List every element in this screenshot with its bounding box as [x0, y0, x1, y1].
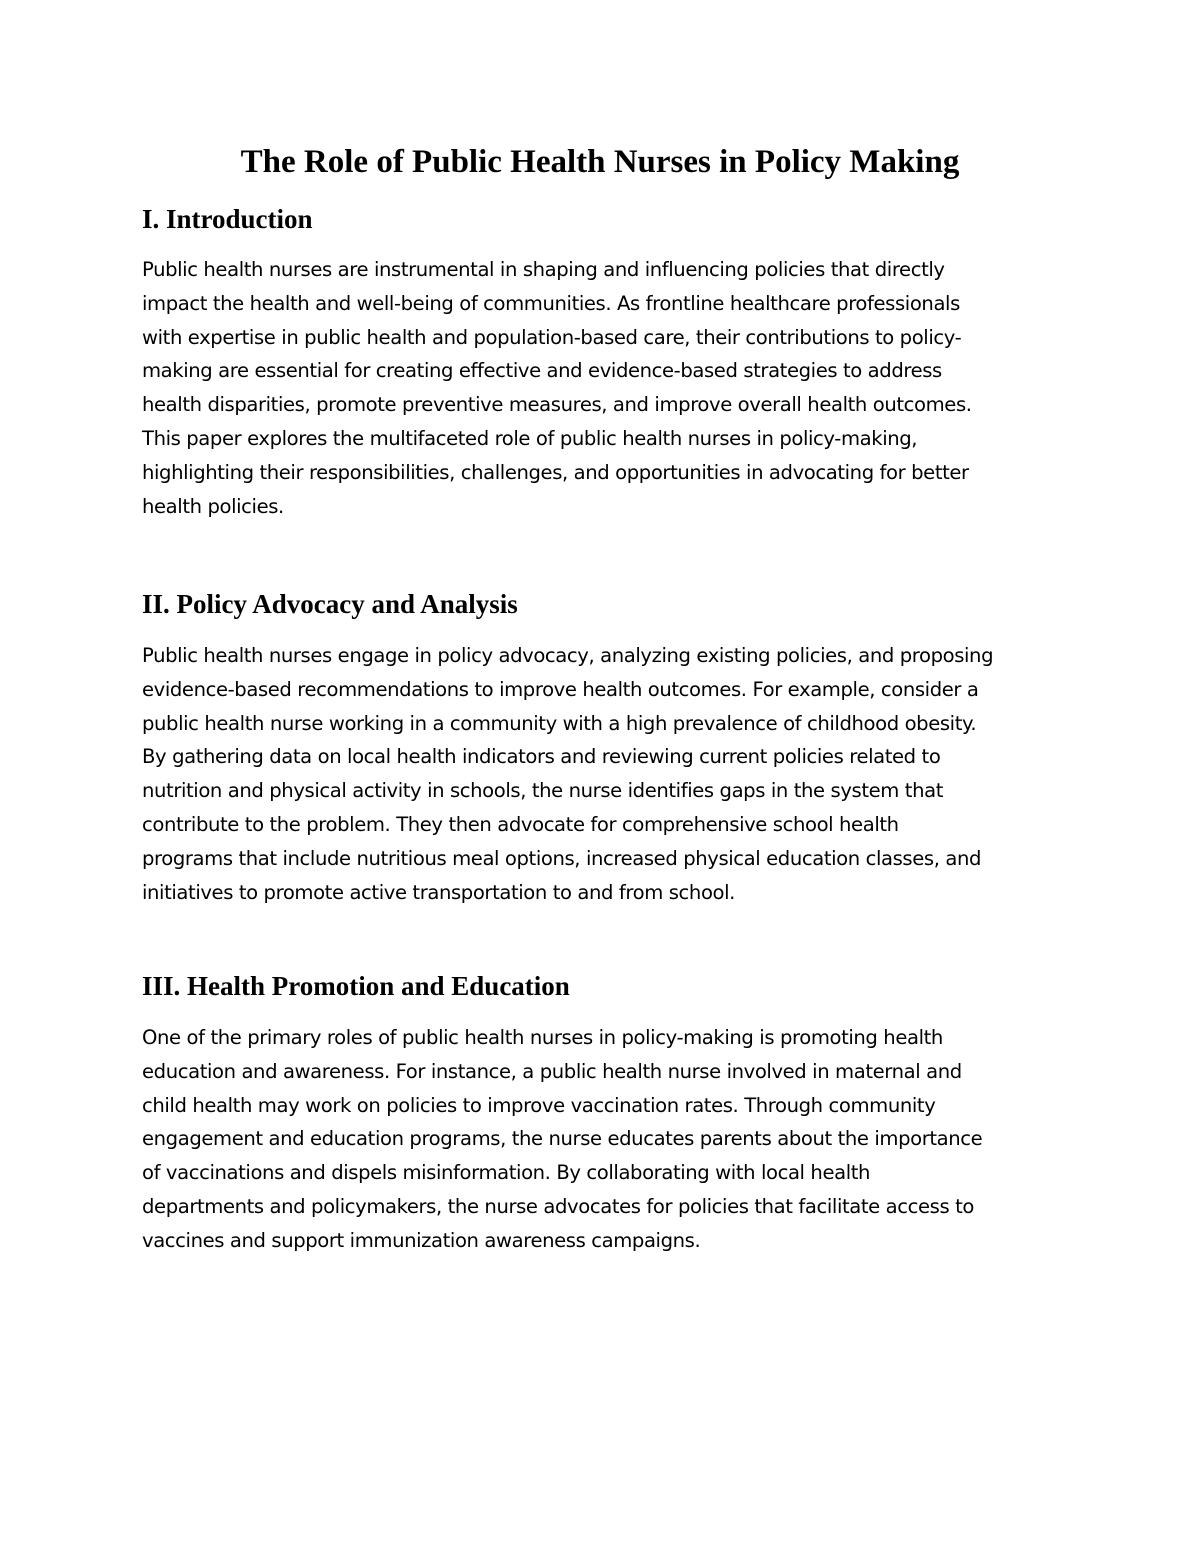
paragraph-line: By gathering data on local health indicators and reviewing current policies related to	[142, 745, 941, 769]
paragraph-health-promotion	[142, 1021, 1064, 1258]
paragraph-line: of vaccinations and dispels misinformation. By collaborating with local health	[142, 1161, 871, 1185]
paragraph-line: health policies.	[142, 494, 284, 518]
paragraph-line: contribute to the problem. They then advocate for comprehensive school health	[142, 812, 899, 836]
paragraph-line: Public health nurses engage in policy advocacy, analyzing existing policies, and proposing	[142, 644, 994, 667]
paragraph-line: child health may work on policies to improve vaccination rates. Through community	[142, 1093, 936, 1117]
paragraph-line: departments and policymakers, the nurse advocates for policies that facilitate access to	[142, 1194, 974, 1218]
paragraph-line: education and awareness. For instance, a public health nurse involved in maternal and	[142, 1059, 962, 1083]
paragraph-line: public health nurse working in a community with a high prevalence of childhood obesity.	[142, 711, 977, 735]
paragraph-line: highlighting their responsibilities, challenges, and opportunities in advocating for better	[142, 460, 969, 484]
paragraph-line: Public health nurses are instrumental in shaping and influencing policies that directly	[142, 258, 945, 281]
paragraph-line: engagement and education programs, the nurse educates parents about the importance	[142, 1127, 983, 1151]
paragraph-line: evidence-based recommendations to improve health outcomes. For example, consider a	[142, 677, 979, 701]
paragraph-line: nutrition and physical activity in schools, the nurse identifies gaps in the system that	[142, 779, 943, 803]
paragraph-line: One of the primary roles of public health nurses in policy-making is promoting health	[142, 1026, 943, 1049]
paragraph-introduction	[142, 253, 1064, 523]
document-title: The Role of Public Health Nurses in Policy Making	[240, 144, 960, 180]
paragraph-line: initiatives to promote active transportation to and from school.	[142, 880, 735, 904]
paragraph-line: This paper explores the multifaceted role of public health nurses in policy-making,	[142, 426, 918, 450]
paragraph-line: programs that include nutritious meal options, increased physical education classes, and	[142, 846, 982, 870]
paragraph-policy-advocacy	[142, 639, 1064, 909]
section-heading-introduction: I. Introduction	[142, 204, 313, 234]
paragraph-line: vaccines and support immunization awareness campaigns.	[142, 1228, 701, 1252]
section-heading-health-promotion: III. Health Promotion and Education	[142, 971, 570, 1001]
paragraph-line: impact the health and well-being of communities. As frontline healthcare professionals	[142, 291, 960, 315]
paragraph-line: with expertise in public health and population-based care, their contributions to policy-	[142, 325, 962, 349]
paragraph-line: making are essential for creating effective and evidence-based strategies to address	[142, 359, 942, 383]
paragraph-line: health disparities, promote preventive measures, and improve overall health outcomes.	[142, 393, 972, 417]
section-heading-policy-advocacy: II. Policy Advocacy and Analysis	[142, 589, 518, 619]
